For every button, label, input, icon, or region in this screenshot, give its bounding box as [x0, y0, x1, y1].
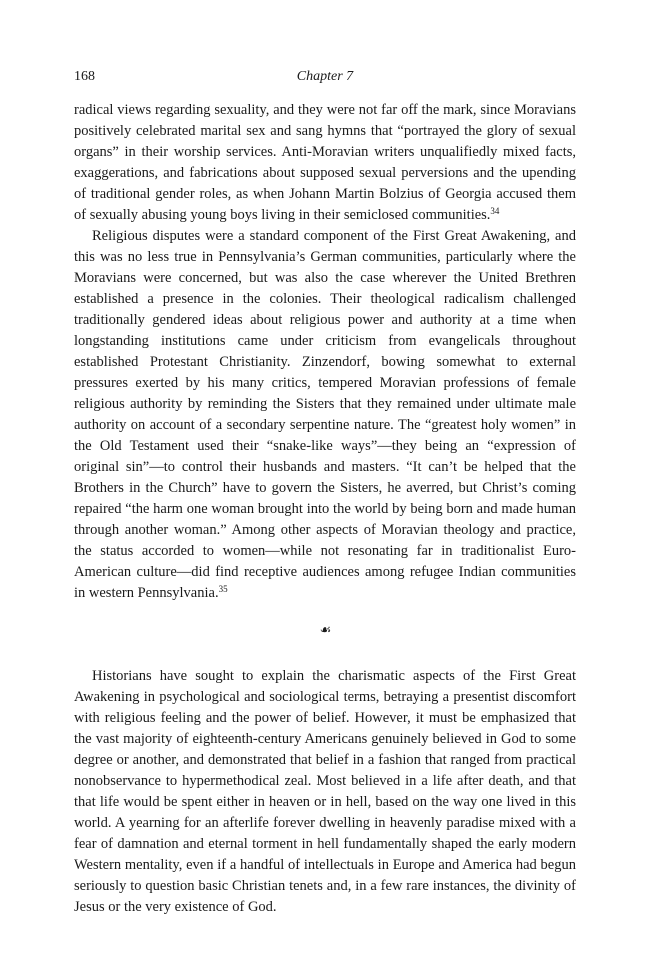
paragraph-3	[74, 666, 576, 918]
footnote-ref-35: 35	[218, 584, 228, 594]
section-break-ornament-icon: ☙	[319, 622, 331, 637]
body-text	[74, 100, 576, 918]
page-number: 168	[74, 69, 95, 84]
book-page	[74, 66, 576, 918]
paragraph-3-text: Historians have sought to explain the charismatic aspects of the First Great Awakening in psychological and sociological terms, betraying a presentist discomfort with religious feeling and the power of belief. However, it must be emphasized that the vast majority of eighteenth-century Americans genuinely believed in God to some degree or another, and demonstrated that belief in a fashion that ranged from practical nonobservance to hypermethodical zeal. Most believed in a life after death, and that that life would be spent either in heaven or in hell, based on the way one lived in this world. A yearning for an afterlife forever dwelling in heavenly paradise mixed with a fear of damnation and eternal torment in hell fundamentally shaped the early modern Western mentality, even if a handful of intellectuals in Europe and America had begun seriously to question basic Christian tenets and, in a few rare instances, the divinity of Jesus or the very existence of God.	[74, 668, 576, 915]
running-head	[74, 66, 576, 88]
chapter-title: Chapter 7	[296, 69, 354, 84]
paragraph-2-text: Religious disputes were a standard component of the First Great Awakening, and this was no less true in Pennsylvania’s German communities, particularly where the Moravians were concerned, but was also the case wherever the United Brethren established a presence in the colonies. Their theological radicalism challenged traditionally gendered ideas about religious power and authority at a time when longstanding institutions came under criticism from evangelicals throughout established Protestant Christianity. Zinzendorf, bowing somewhat to external pressures exerted by his many critics, tempered Moravian professions of female religious authority by reminding the Sisters that they remained under ultimate male authority on account of a secondary serpentine nature. The “greatest holy women” in the Old Testament used their “snake-like ways”—they being an “expression of original sin”—to control their husbands and masters. “It can’t be helped that the Brothers in the Church” have to govern the Sisters, he averred, but Christ’s coming repaired “the harm one woman brought into the world by being born and made human through another woman.” Among other aspects of Moravian theology and practice, the status accorded to women—while not resonating far in traditionalist Euro-American culture—did find receptive audiences among refugee Indian communities in western Pennsylvania.	[74, 228, 576, 601]
footnote-ref-34: 34	[490, 206, 500, 216]
paragraph-1	[74, 100, 576, 226]
paragraph-2	[74, 226, 576, 604]
paragraph-1-text: radical views regarding sexuality, and they were not far off the mark, since Moravians positively celebrated marital sex and sang hymns that “portrayed the glory of sexual organs” in their worship services. Anti-Moravian writers unqualifiedly mixed facts, exaggerations, and fabrications about supposed sexual perversions and the upending of traditional gender roles, as when Johann Martin Bolzius of Georgia accused them of sexually abusing young boys living in their semiclosed communities.	[74, 102, 576, 223]
